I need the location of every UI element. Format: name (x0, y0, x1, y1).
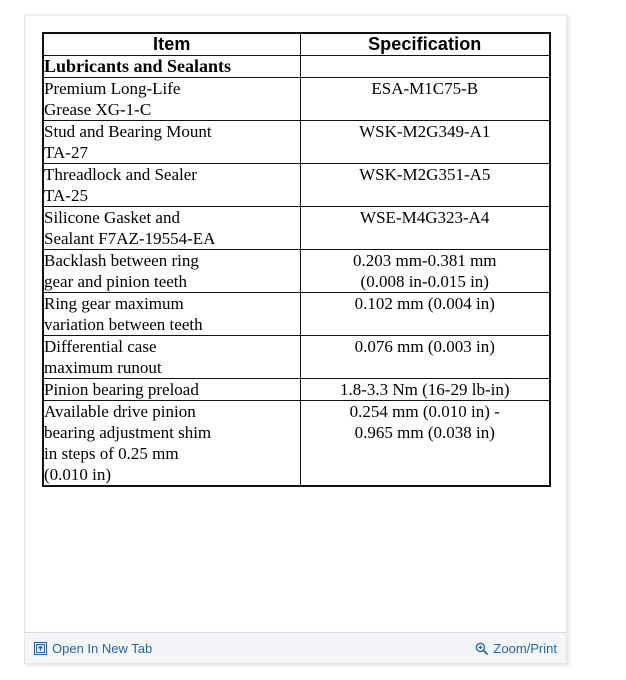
cell-line: Pinion bearing preload (44, 380, 199, 399)
cell-line: variation between teeth (44, 315, 203, 334)
table-row (43, 121, 550, 164)
table-cell-specification (300, 207, 550, 250)
cell-line: Ring gear maximum (44, 294, 184, 313)
cell-line: Premium Long-Life (44, 79, 181, 98)
cell-line: maximum runout (44, 358, 162, 377)
cell-line: ESA-M1C75-B (371, 79, 479, 98)
cell-line: TA-27 (44, 143, 88, 162)
table-cell-item (43, 379, 300, 401)
table-row (43, 207, 550, 250)
cell-line: 0.102 mm (0.004 in) (354, 294, 495, 313)
table-section-row (43, 56, 550, 78)
table-row (43, 164, 550, 207)
table-row (43, 78, 550, 121)
column-header-specification: Specification (300, 33, 550, 56)
table-cell-specification (300, 78, 550, 121)
table-body (43, 56, 550, 487)
cell-line: WSK-M2G351-A5 (359, 165, 491, 184)
cell-line: bearing adjustment shim (44, 423, 212, 442)
specification-table-container (42, 32, 549, 487)
table-cell-item (43, 78, 300, 121)
zoom-print-label: Zoom/Print (493, 641, 557, 656)
table-cell-specification (300, 164, 550, 207)
section-heading-lubricants-and-sealants: Lubricants and Sealants (43, 56, 300, 78)
table-row (43, 250, 550, 293)
viewer-footer-toolbar (25, 632, 566, 663)
table-cell-item (43, 336, 300, 379)
section-heading-empty-cell (300, 56, 550, 78)
cell-line: WSE-M4G323-A4 (360, 208, 490, 227)
table-cell-specification (300, 379, 550, 401)
open-in-new-tab-label: Open In New Tab (52, 641, 153, 656)
table-cell-item (43, 207, 300, 250)
zoom-print-link[interactable] (475, 633, 557, 664)
cell-line: in steps of 0.25 mm (44, 444, 179, 463)
cell-line: Available drive pinion (44, 402, 196, 421)
table-cell-item (43, 293, 300, 336)
table-cell-item (43, 121, 300, 164)
specification-table (42, 32, 551, 487)
table-cell-specification (300, 293, 550, 336)
cell-line: Grease XG-1-C (44, 100, 152, 119)
cell-line: Threadlock and Sealer (44, 165, 197, 184)
table-cell-specification (300, 250, 550, 293)
cell-line: TA-25 (44, 186, 88, 205)
open-in-new-tab-link[interactable] (34, 633, 152, 664)
cell-line: Stud and Bearing Mount (44, 122, 212, 141)
cell-line: Sealant F7AZ-19554-EA (44, 229, 216, 248)
cell-line: (0.008 in-0.015 in) (360, 272, 489, 291)
open-in-new-window-icon (34, 642, 47, 655)
table-cell-specification (300, 336, 550, 379)
cell-line: 0.076 mm (0.003 in) (354, 337, 495, 356)
cell-line: Backlash between ring (44, 251, 199, 270)
cell-line: WSK-M2G349-A1 (359, 122, 491, 141)
cell-line: Silicone Gasket and (44, 208, 180, 227)
table-header-row (43, 33, 550, 56)
table-row (43, 379, 550, 401)
table-row (43, 293, 550, 336)
table-row (43, 336, 550, 379)
table-row (43, 401, 550, 487)
cell-line: 1.8-3.3 Nm (16-29 lb-in) (339, 380, 510, 399)
cell-line: 0.254 mm (0.010 in) - (349, 402, 500, 421)
cell-line: 0.965 mm (0.038 in) (354, 423, 495, 442)
column-header-item: Item (43, 33, 300, 56)
table-cell-specification (300, 121, 550, 164)
document-viewer-panel (24, 14, 567, 664)
cell-line: gear and pinion teeth (44, 272, 188, 291)
table-cell-item (43, 250, 300, 293)
cell-line: 0.203 mm-0.381 mm (352, 251, 497, 270)
cell-line: (0.010 in) (44, 465, 112, 484)
magnifier-plus-icon (475, 642, 488, 655)
table-cell-specification (300, 401, 550, 487)
table-cell-item (43, 401, 300, 487)
cell-line: Differential case (44, 337, 157, 356)
table-cell-item (43, 164, 300, 207)
